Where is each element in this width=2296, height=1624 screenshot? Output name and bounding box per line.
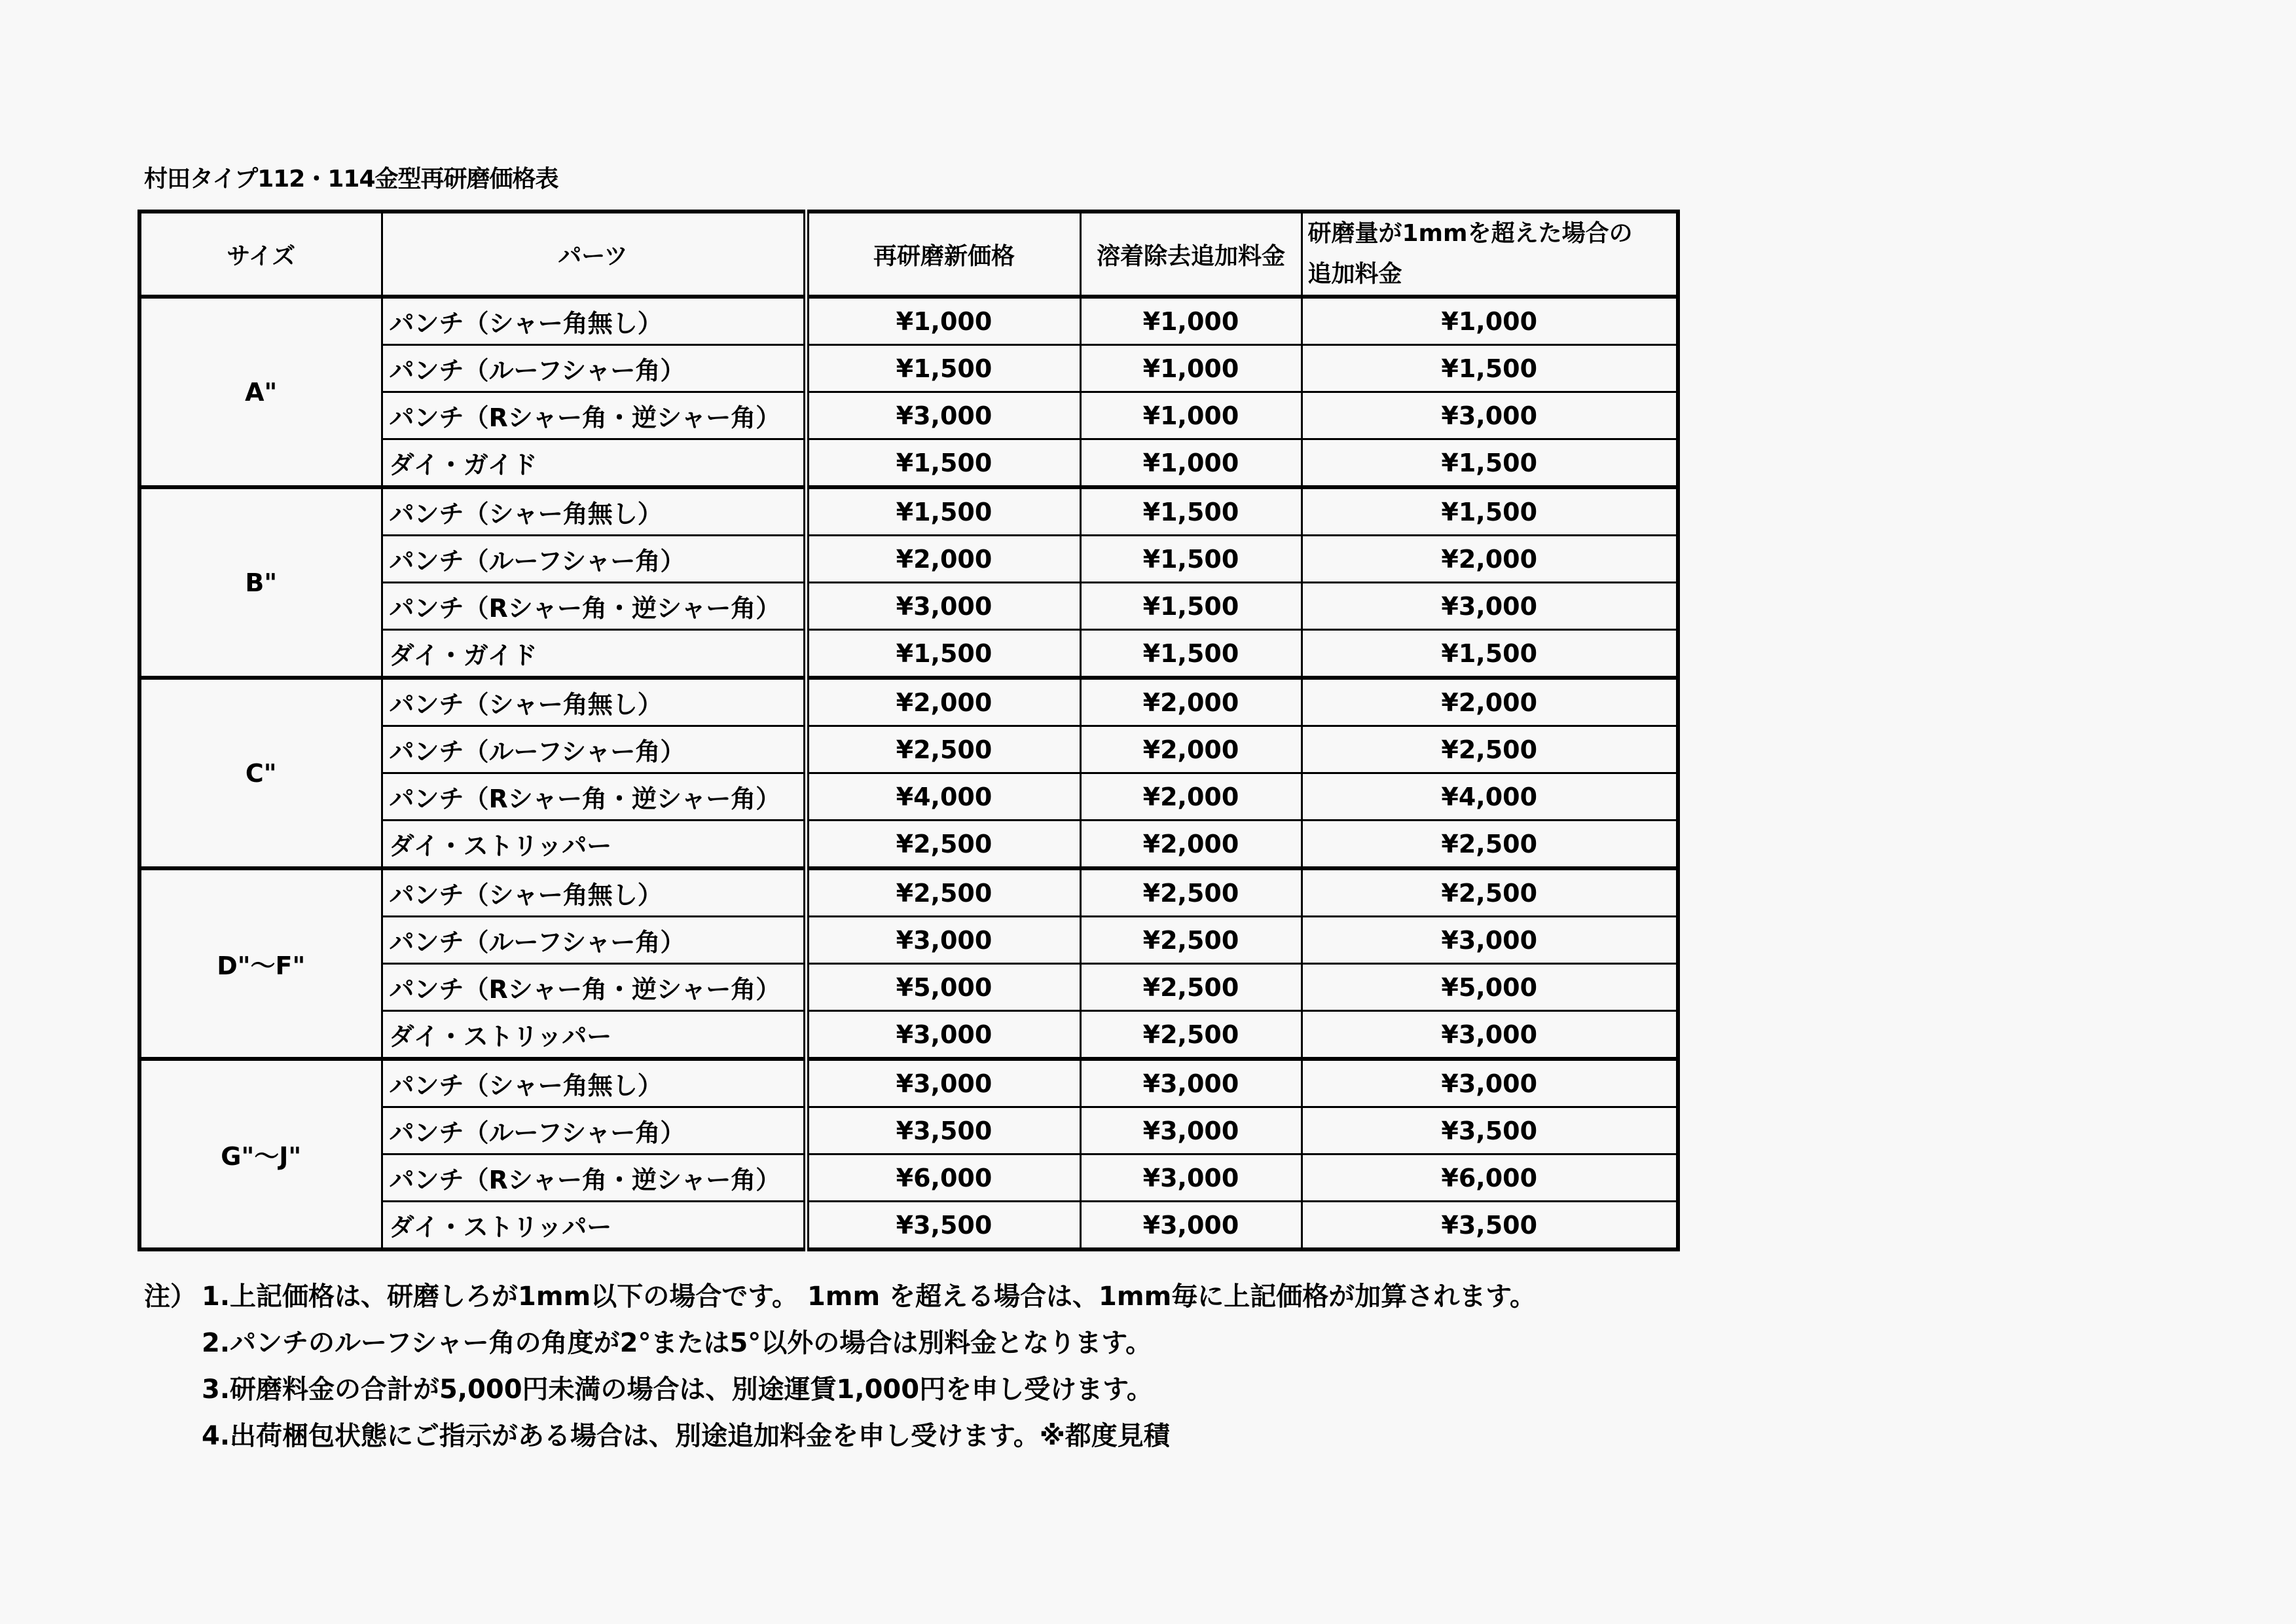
over-1mm-cell: ¥3,000 — [1302, 1059, 1678, 1107]
over-1mm-cell: ¥3,000 — [1302, 583, 1678, 630]
regrind-price-cell: ¥2,000 — [806, 536, 1080, 583]
over-1mm-cell: ¥2,500 — [1302, 821, 1678, 869]
regrind-price-cell: ¥1,000 — [806, 297, 1080, 345]
part-cell: パンチ（ルーフシャー角） — [382, 1107, 806, 1154]
regrind-price-cell: ¥1,500 — [806, 630, 1080, 678]
part-cell: パンチ（Rシャー角・逆シャー角） — [382, 1154, 806, 1202]
weld-removal-cell: ¥2,000 — [1080, 726, 1302, 773]
header-over-1mm-line1: 研磨量が1mmを超えた場合の — [1307, 220, 1633, 247]
weld-removal-cell: ¥1,000 — [1080, 345, 1302, 392]
part-cell: パンチ（Rシャー角・逆シャー角） — [382, 392, 806, 439]
part-cell: ダイ・ガイド — [382, 439, 806, 488]
regrind-price-cell: ¥2,000 — [806, 678, 1080, 726]
weld-removal-cell: ¥2,500 — [1080, 868, 1302, 917]
table-body — [139, 297, 1678, 1249]
regrind-price-cell: ¥3,500 — [806, 1107, 1080, 1154]
part-cell: パンチ（ルーフシャー角） — [382, 536, 806, 583]
part-cell: パンチ（ルーフシャー角） — [382, 917, 806, 964]
note-item: 1.上記価格は、研磨しろが1mm以下の場合です。 1mm を超える場合は、1mm毎に上記価格が加算されます。 — [202, 1282, 1537, 1312]
table-row — [139, 1059, 1678, 1107]
over-1mm-cell: ¥1,500 — [1302, 439, 1678, 488]
over-1mm-cell: ¥2,000 — [1302, 536, 1678, 583]
regrind-price-cell: ¥2,500 — [806, 821, 1080, 869]
regrind-price-cell: ¥1,500 — [806, 345, 1080, 392]
regrind-price-cell: ¥6,000 — [806, 1154, 1080, 1202]
size-cell: B" — [139, 487, 382, 678]
part-cell: パンチ（Rシャー角・逆シャー角） — [382, 583, 806, 630]
regrind-price-cell: ¥1,500 — [806, 439, 1080, 488]
regrind-price-cell: ¥3,000 — [806, 1059, 1080, 1107]
part-cell: ダイ・ストリッパー — [382, 1202, 806, 1250]
over-1mm-cell: ¥3,500 — [1302, 1202, 1678, 1250]
weld-removal-cell: ¥1,500 — [1080, 583, 1302, 630]
weld-removal-cell: ¥3,000 — [1080, 1059, 1302, 1107]
part-cell: ダイ・ストリッパー — [382, 821, 806, 869]
weld-removal-cell: ¥2,000 — [1080, 821, 1302, 869]
regrind-price-cell: ¥5,000 — [806, 964, 1080, 1011]
part-cell: パンチ（シャー角無し） — [382, 487, 806, 536]
header-over-1mm — [1302, 212, 1678, 297]
notes-prefix: 注） — [144, 1282, 196, 1312]
over-1mm-cell: ¥1,000 — [1302, 297, 1678, 345]
part-cell: パンチ（シャー角無し） — [382, 678, 806, 726]
regrind-price-cell: ¥3,000 — [806, 1011, 1080, 1060]
part-cell: ダイ・ストリッパー — [382, 1011, 806, 1060]
header-regrind-price: 再研磨新価格 — [806, 212, 1080, 297]
weld-removal-cell: ¥2,000 — [1080, 773, 1302, 821]
weld-removal-cell: ¥1,500 — [1080, 536, 1302, 583]
regrind-price-cell: ¥2,500 — [806, 868, 1080, 917]
over-1mm-cell: ¥6,000 — [1302, 1154, 1678, 1202]
over-1mm-cell: ¥3,500 — [1302, 1107, 1678, 1154]
part-cell: パンチ（Rシャー角・逆シャー角） — [382, 773, 806, 821]
over-1mm-cell: ¥2,500 — [1302, 868, 1678, 917]
regrind-price-cell: ¥3,500 — [806, 1202, 1080, 1250]
note-item: 4.出荷梱包状態にご指示がある場合は、別途追加料金を申し受けます。※都度見積 — [202, 1421, 1170, 1451]
regrind-price-cell: ¥3,000 — [806, 392, 1080, 439]
regrind-price-cell: ¥4,000 — [806, 773, 1080, 821]
weld-removal-cell: ¥1,500 — [1080, 630, 1302, 678]
over-1mm-cell: ¥1,500 — [1302, 345, 1678, 392]
part-cell: パンチ（ルーフシャー角） — [382, 726, 806, 773]
regrind-price-cell: ¥2,500 — [806, 726, 1080, 773]
weld-removal-cell: ¥2,000 — [1080, 678, 1302, 726]
header-weld-removal: 溶着除去追加料金 — [1080, 212, 1302, 297]
table-row — [139, 678, 1678, 726]
size-cell: C" — [139, 678, 382, 868]
header-over-1mm-line2: 追加料金 — [1307, 261, 1402, 287]
over-1mm-cell: ¥3,000 — [1302, 917, 1678, 964]
over-1mm-cell: ¥4,000 — [1302, 773, 1678, 821]
page-title: 村田タイプ112・114金型再研磨価格表 — [144, 166, 558, 193]
table-header-row — [139, 212, 1678, 297]
note-item: 3.研磨料金の合計が5,000円未満の場合は、別途運賃1,000円を申し受けます。 — [202, 1375, 1153, 1405]
over-1mm-cell: ¥5,000 — [1302, 964, 1678, 1011]
note-item: 2.パンチのルーフシャー角の角度が2°または5°以外の場合は別料金となります。 — [202, 1328, 1152, 1358]
over-1mm-cell: ¥1,500 — [1302, 487, 1678, 536]
weld-removal-cell: ¥1,000 — [1080, 392, 1302, 439]
part-cell: パンチ（シャー角無し） — [382, 297, 806, 345]
table-row — [139, 297, 1678, 345]
weld-removal-cell: ¥3,000 — [1080, 1107, 1302, 1154]
over-1mm-cell: ¥3,000 — [1302, 392, 1678, 439]
weld-removal-cell: ¥1,000 — [1080, 439, 1302, 488]
over-1mm-cell: ¥2,500 — [1302, 726, 1678, 773]
part-cell: ダイ・ガイド — [382, 630, 806, 678]
regrind-price-cell: ¥3,000 — [806, 917, 1080, 964]
weld-removal-cell: ¥2,500 — [1080, 1011, 1302, 1060]
weld-removal-cell: ¥1,500 — [1080, 487, 1302, 536]
note-row — [144, 1274, 1536, 1320]
header-size: サイズ — [139, 212, 382, 297]
size-cell: G"～J" — [139, 1059, 382, 1249]
part-cell: パンチ（ルーフシャー角） — [382, 345, 806, 392]
weld-removal-cell: ¥1,000 — [1080, 297, 1302, 345]
regrind-price-cell: ¥1,500 — [806, 487, 1080, 536]
part-cell: パンチ（シャー角無し） — [382, 1059, 806, 1107]
weld-removal-cell: ¥3,000 — [1080, 1154, 1302, 1202]
notes — [144, 1274, 1536, 1460]
over-1mm-cell: ¥2,000 — [1302, 678, 1678, 726]
table-row — [139, 868, 1678, 917]
size-cell: A" — [139, 297, 382, 487]
part-cell: パンチ（シャー角無し） — [382, 868, 806, 917]
over-1mm-cell: ¥1,500 — [1302, 630, 1678, 678]
regrind-price-cell: ¥3,000 — [806, 583, 1080, 630]
weld-removal-cell: ¥2,500 — [1080, 917, 1302, 964]
over-1mm-cell: ¥3,000 — [1302, 1011, 1678, 1060]
weld-removal-cell: ¥2,500 — [1080, 964, 1302, 1011]
header-parts: パーツ — [382, 212, 806, 297]
part-cell: パンチ（Rシャー角・逆シャー角） — [382, 964, 806, 1011]
table-row — [139, 487, 1678, 536]
size-cell: D"～F" — [139, 868, 382, 1059]
weld-removal-cell: ¥3,000 — [1080, 1202, 1302, 1250]
price-table — [137, 210, 1680, 1251]
